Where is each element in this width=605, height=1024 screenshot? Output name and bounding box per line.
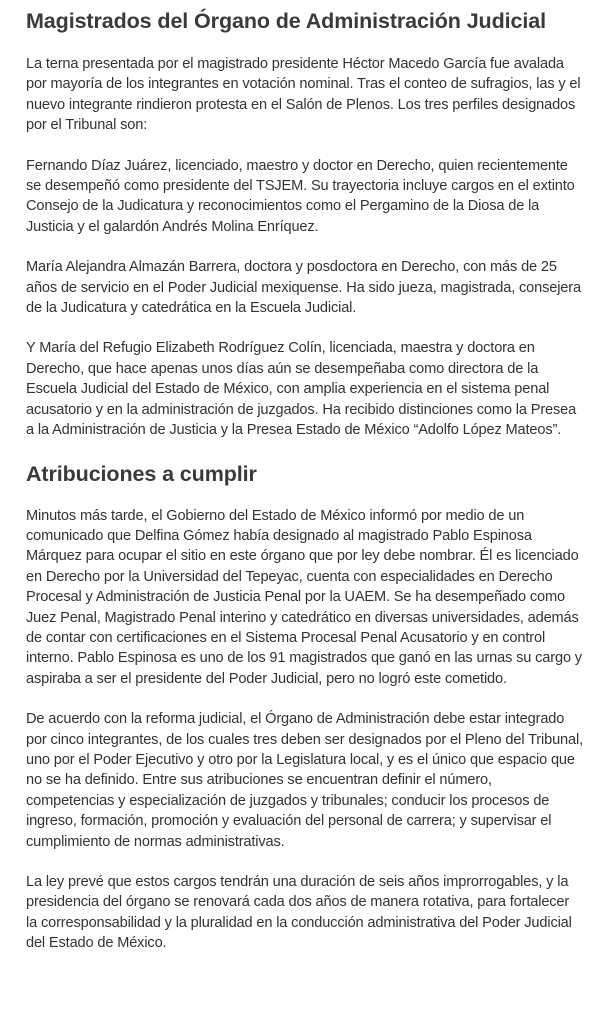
section-heading-magistrados: Magistrados del Órgano de Administración Judicial <box>26 9 546 33</box>
paragraph-maria-alejandra: María Alejandra Almazán Barrera, doctora y posdoctora en Derecho, con más de 25 años de servicio en el Poder Judicial mexiquense. Ha sido jueza, magistrada, consejera de la Judicatura y catedrática en la Escuela Judicial. <box>26 259 581 317</box>
paragraph-reforma-judicial: De acuerdo con la reforma judicial, el Órgano de Administración debe estar integrado por cinco integrantes, de los cuales tres deben ser designados por el Pleno del Tribunal, uno por el Poder Ejecutivo y otro por la Legislatura local, y es el único que espacio que no se ha definido. Entre sus atribuciones se encuentran definir el número, competencias y especialización de juzgados y tribunales; conducir los procesos de ingreso, formación, promoción y evaluación del personal de carrera; y supervisar el cumplimiento de normas administrativas. <box>26 711 583 850</box>
paragraph-pablo-espinosa: Minutos más tarde, el Gobierno del Estado de México informó por medio de un comunicado que Delfina Gómez había designado al magistrado Pablo Espinosa Márquez para ocupar el sitio en este órgano que por ley debe nombrar. Él es licenciado en Derecho por la Universidad del Tepeyac, cuenta con especialidades en Derecho Procesal y Administración de Justicia Penal por la UAEM. Se ha desempeñado como Juez Penal, Magistrado Penal interino y catedrático en diversas universidades, además de contar con certificaciones en el Sistema Procesal Penal Acusatorio y en control interno. Pablo Espinosa es uno de los 91 magistrados que ganó en las urnas su cargo y aspiraba a ser el presidente del Poder Judicial, pero no logró este cometido. <box>26 507 582 687</box>
paragraph-fernando-diaz: Fernando Díaz Juárez, licenciado, maestro y doctor en Derecho, quien recientemente se desempeñó como presidente del TSJEM. Su trayectoria incluye cargos en el extinto Consejo de la Judicatura y reconocimientos como el Pergamino de la Diosa de la Justicia y el galardón Andrés Molina Enríquez. <box>26 157 575 235</box>
paragraph-terna: La terna presentada por el magistrado presidente Héctor Macedo García fue avalada por mayoría de los integrantes en votación nominal. Tras el conteo de sufragios, las y el nuevo integrante rindieron protesta en el Salón de Plenos. Los tres perfiles designados por el Tribunal son: <box>26 56 581 134</box>
paragraph-duracion-cargos: La ley prevé que estos cargos tendrán una duración de seis años improrrogables, y la presidencia del órgano se renovará cada dos años de manera rotativa, para fortalecer la corresponsabilidad y la pluralidad en la conducción administrativa del Poder Judicial del Estado de México. <box>26 874 572 952</box>
section-heading-atribuciones: Atribuciones a cumplir <box>26 461 257 486</box>
paragraph-maria-del-refugio: Y María del Refugio Elizabeth Rodríguez Colín, licenciada, maestra y doctora en Derecho, que hace apenas unos días aún se desempeñaba como directora de la Escuela Judicial del Estado de México, con amplia experiencia en el sistema penal acusatorio y en la administración de juzgados. Ha recibido distinciones como la Presea a la Administración de Justicia y la Presea Estado de México “Adolfo López Mateos”. <box>26 340 577 439</box>
